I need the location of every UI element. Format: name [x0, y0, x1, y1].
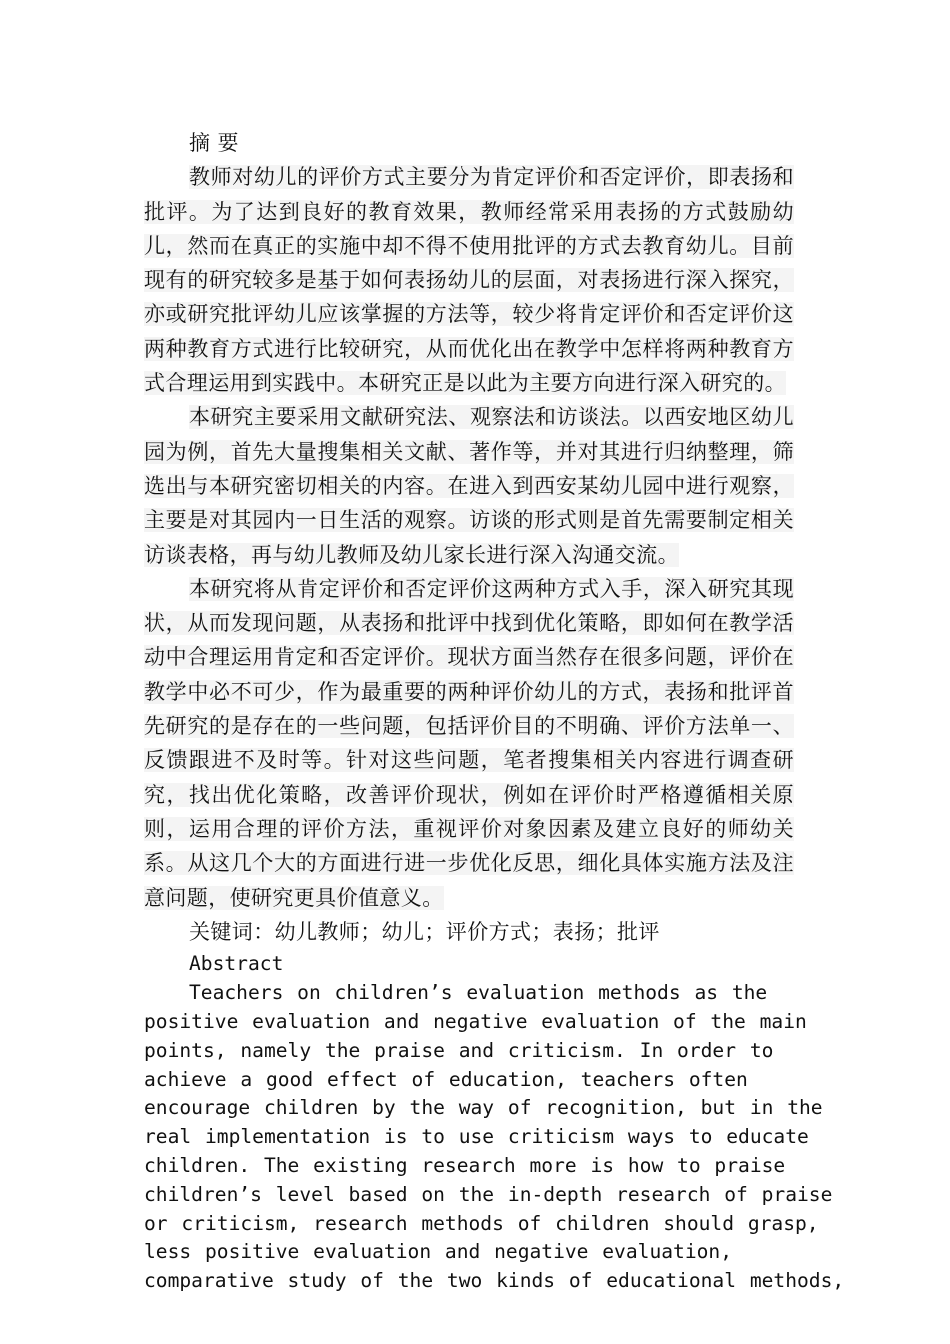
chinese-abstract-paragraph-2: [144, 400, 794, 571]
english-abstract-line: achieve a good effect of education, teachers often: [144, 1067, 748, 1091]
chinese-keywords-text: 关键词：幼儿教师；幼儿；评价方式；表扬；批评: [189, 919, 660, 944]
english-abstract-line: comparative study of the two kinds of educational methods,: [144, 1269, 845, 1293]
chinese-keywords: [144, 915, 794, 949]
english-abstract-line: Teachers on children’s evaluation methods as the: [189, 981, 768, 1005]
english-abstract-line: positive evaluation and negative evaluation of the main: [144, 1009, 807, 1033]
chinese-abstract-paragraph-3: [144, 572, 794, 915]
chinese-abstract-paragraph-2-text: 本研究主要采用文献研究法、观察法和访谈法。以西安地区幼儿园为例，首先大量搜集相关文献、著作等，并对其进行归纳整理，筛选出与本研究密切相关的内容。在进入到西安某幼儿园中进行观察，主要是对其园内一日生活的观察。访谈的形式则是首先需要制定相关访谈表格，再与幼儿教师及幼儿家长进行深入沟通交流。: [144, 405, 794, 567]
english-abstract-line: encourage children by the way of recognition, but in the: [144, 1096, 823, 1120]
english-abstract-line: children. The existing research more is how to praise: [144, 1153, 786, 1177]
chinese-abstract-heading-text: 摘 要: [189, 131, 239, 155]
chinese-abstract-paragraph-1-text: 教师对幼儿的评价方式主要分为肯定评价和否定评价，即表扬和批评。为了达到良好的教育效果，教师经常采用表扬的方式鼓励幼儿，然而在真正的实施中却不得不使用批评的方式去教育幼儿。目前现有的研究较多是基于如何表扬幼儿的层面，对表扬进行深入探究，亦或研究批评幼儿应该掌握的方法等，较少将肯定评价和否定评价这两种教育方式进行比较研究，从而优化出在教学中怎样将两种教育方式合理运用到实践中。本研究正是以此为主要方向进行深入研究的。: [144, 165, 794, 396]
chinese-abstract-paragraph-1: [144, 160, 794, 400]
english-abstract-line: points, namely the praise and criticism. In order to: [144, 1038, 774, 1062]
english-abstract-paragraph: [144, 979, 845, 1296]
chinese-abstract-heading: [144, 126, 794, 160]
english-abstract-heading: [144, 949, 794, 979]
english-abstract-line: less positive evaluation and negative evaluation,: [144, 1240, 733, 1264]
english-abstract-heading-text: Abstract: [189, 952, 284, 976]
document-page: [144, 126, 845, 1296]
english-abstract-line: real implementation is to use criticism ways to educate: [144, 1125, 809, 1149]
english-abstract-line: children’s level based on the in-depth research of praise: [144, 1182, 833, 1206]
english-abstract: [144, 949, 845, 1296]
chinese-abstract: [144, 126, 794, 949]
english-abstract-line: or criticism, research methods of children should grasp,: [144, 1211, 819, 1235]
chinese-abstract-paragraph-3-text: 本研究将从肯定评价和否定评价这两种方式入手，深入研究其现状，从而发现问题，从表扬和批评中找到优化策略，即如何在教学活动中合理运用肯定和否定评价。现状方面当然存在很多问题，评价在教学中必不可少，作为最重要的两种评价幼儿的方式，表扬和批评首先研究的是存在的一些问题，包括评价目的不明确、评价方法单一、反馈跟进不及时等。针对这些问题，笔者搜集相关内容进行调查研究，找出优化策略，改善评价现状，例如在评价时严格遵循相关原则，运用合理的评价方法，重视评价对象因素及建立良好的师幼关系。从这几个大的方面进行进一步优化反思，细化具体实施方法及注意问题，使研究更具价值意义。: [144, 576, 794, 910]
